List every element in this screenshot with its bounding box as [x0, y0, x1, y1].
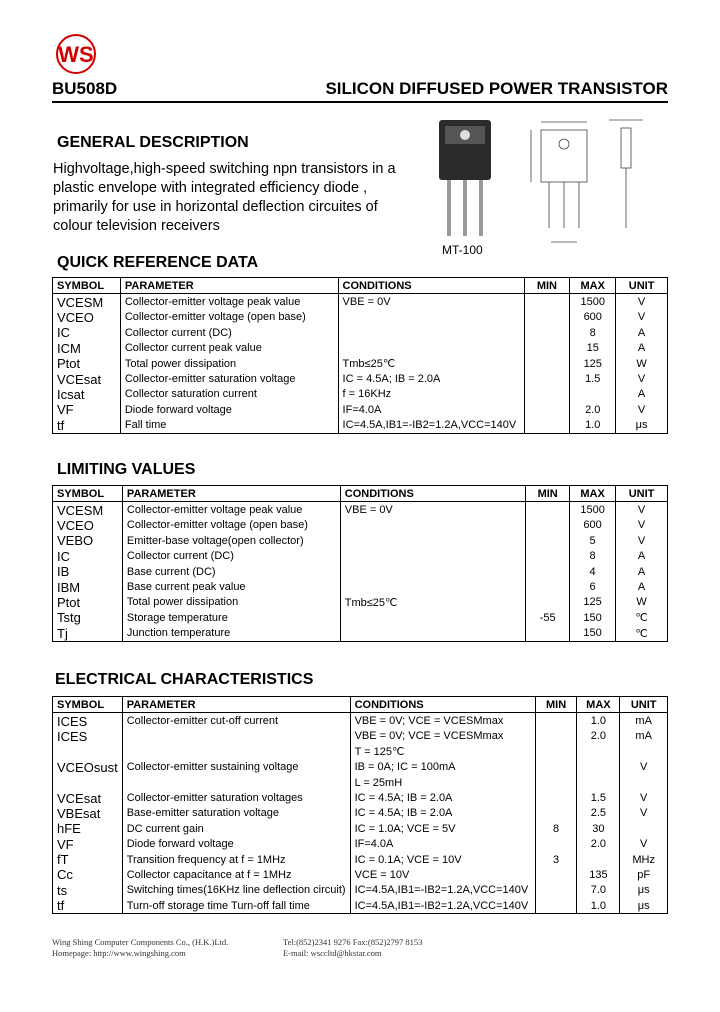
parameter-cell: Emitter-base voltage(open collector) — [122, 533, 340, 548]
table-header-row — [53, 486, 668, 502]
column-header-max: MAX — [570, 278, 616, 294]
symbol-cell: VCEOsust — [53, 760, 123, 775]
conditions-cell: IC = 4.5A; IB = 2.0A — [350, 806, 535, 821]
max-cell: 2.0 — [577, 729, 620, 744]
conditions-cell: Tmb≤25℃ — [340, 595, 525, 610]
symbol-cell: tf — [53, 898, 123, 914]
conditions-cell: IF=4.0A — [350, 837, 535, 852]
symbol-cell: VEBO — [53, 533, 123, 548]
conditions-cell — [338, 341, 524, 356]
min-cell — [524, 418, 570, 434]
column-header-min: MIN — [526, 486, 570, 502]
min-cell — [526, 518, 570, 533]
table-row — [53, 579, 668, 594]
symbol-cell: Tj — [53, 626, 123, 642]
conditions-cell: IC=4.5A,IB1=-IB2=1.2A,VCC=140V — [350, 898, 535, 914]
conditions-cell — [340, 579, 525, 594]
min-cell — [526, 579, 570, 594]
symbol-cell: tf — [53, 418, 121, 434]
min-cell — [524, 310, 570, 325]
parameter-cell: Collector current peak value — [120, 341, 338, 356]
electrical-characteristics-table — [52, 696, 668, 914]
table-row — [53, 418, 668, 434]
table-row — [53, 852, 668, 867]
column-header-parameter: PARAMETER — [122, 486, 340, 502]
conditions-cell — [340, 626, 525, 642]
parameter-cell — [122, 729, 350, 744]
unit-cell: V — [616, 294, 668, 310]
table-header-row — [53, 278, 668, 294]
parameter-cell: Collector-emitter voltage peak value — [122, 502, 340, 518]
general-description-text: Highvoltage,high-speed switching npn transistors in a plastic envelope with integrated efficiency diode , primarily for use in horizontal deflection circuites of colour television receivers — [53, 161, 396, 234]
table-row — [53, 775, 668, 790]
symbol-cell: Cc — [53, 867, 123, 882]
unit-cell: A — [616, 564, 668, 579]
table-row — [53, 325, 668, 340]
table-row — [53, 883, 668, 898]
table-row — [53, 518, 668, 533]
unit-cell: μs — [620, 883, 668, 898]
table-row — [53, 806, 668, 821]
max-cell: 2.5 — [577, 806, 620, 821]
symbol-cell — [53, 775, 123, 790]
symbol-cell: Icsat — [53, 387, 121, 402]
conditions-cell: VCE = 10V — [350, 867, 535, 882]
parameter-cell: Switching times(16KHz line deflection circuit) — [122, 883, 350, 898]
conditions-cell: VBE = 0V — [340, 502, 525, 518]
column-header-max: MAX — [577, 697, 620, 713]
min-cell — [535, 898, 577, 914]
unit-cell: MHz — [620, 852, 668, 867]
quick-reference-table — [52, 277, 668, 434]
symbol-cell: IC — [53, 325, 121, 340]
table-row — [53, 821, 668, 836]
parameter-cell — [122, 744, 350, 759]
unit-cell: ℃ — [616, 610, 668, 625]
table-row — [53, 564, 668, 579]
max-cell: 2.0 — [577, 837, 620, 852]
table-row — [53, 387, 668, 402]
table-row — [53, 595, 668, 610]
max-cell — [577, 744, 620, 759]
table-row — [53, 760, 668, 775]
parameter-cell: Collector-emitter voltage (open base) — [122, 518, 340, 533]
parameter-cell: DC current gain — [122, 821, 350, 836]
package-label: MT-100 — [442, 243, 483, 257]
min-cell — [535, 790, 577, 805]
min-cell — [535, 760, 577, 775]
conditions-cell: L = 25mH — [350, 775, 535, 790]
conditions-cell — [340, 518, 525, 533]
parameter-cell: Total power dissipation — [122, 595, 340, 610]
table-row — [53, 837, 668, 852]
table-row — [53, 402, 668, 417]
table-row — [53, 744, 668, 759]
general-description-heading: GENERAL DESCRIPTION — [57, 134, 249, 151]
conditions-cell — [338, 310, 524, 325]
column-header-conditions: CONDITIONS — [340, 486, 525, 502]
electrical-characteristics-heading: ELECTRICAL CHARACTERISTICS — [55, 671, 314, 688]
max-cell: 1500 — [570, 294, 616, 310]
column-header-parameter: PARAMETER — [120, 278, 338, 294]
table-row — [53, 790, 668, 805]
symbol-cell: VCESM — [53, 294, 121, 310]
max-cell: 125 — [570, 356, 616, 371]
min-cell: 8 — [535, 821, 577, 836]
unit-cell: V — [620, 806, 668, 821]
unit-cell: μs — [616, 418, 668, 434]
parameter-cell: Diode forward voltage — [120, 402, 338, 417]
symbol-cell: VF — [53, 837, 123, 852]
symbol-cell: ICES — [53, 729, 123, 744]
table-row — [53, 356, 668, 371]
max-cell: 4 — [570, 564, 616, 579]
symbol-cell: hFE — [53, 821, 123, 836]
parameter-cell — [122, 775, 350, 790]
unit-cell: V — [616, 533, 668, 548]
table-row — [53, 729, 668, 744]
conditions-cell — [338, 325, 524, 340]
conditions-cell: IB = 0A; IC = 100mA — [350, 760, 535, 775]
min-cell: 3 — [535, 852, 577, 867]
unit-cell: A — [616, 579, 668, 594]
min-cell — [535, 806, 577, 821]
unit-cell — [620, 821, 668, 836]
min-cell — [526, 564, 570, 579]
max-cell: 7.0 — [577, 883, 620, 898]
parameter-cell: Collector-emitter voltage (open base) — [120, 310, 338, 325]
max-cell: 1.5 — [570, 371, 616, 386]
min-cell — [524, 294, 570, 310]
unit-cell: A — [616, 325, 668, 340]
min-cell — [535, 744, 577, 759]
conditions-cell: IC=4.5A,IB1=-IB2=1.2A,VCC=140V — [350, 883, 535, 898]
footer-email[interactable]: E-mail: wsccltd@hkstar.com — [283, 948, 382, 958]
parameter-cell: Collector saturation current — [120, 387, 338, 402]
conditions-cell: IF=4.0A — [338, 402, 524, 417]
max-cell: 5 — [570, 533, 616, 548]
title-rule — [52, 101, 668, 103]
max-cell: 1500 — [570, 502, 616, 518]
unit-cell: V — [616, 371, 668, 386]
unit-cell: pF — [620, 867, 668, 882]
column-header-conditions: CONDITIONS — [338, 278, 524, 294]
parameter-cell: Turn-off storage time Turn-off fall time — [122, 898, 350, 914]
max-cell: 135 — [577, 867, 620, 882]
conditions-cell: IC = 0.1A; VCE = 10V — [350, 852, 535, 867]
symbol-cell: VCEsat — [53, 790, 123, 805]
table-row — [53, 867, 668, 882]
table-row — [53, 502, 668, 518]
unit-cell: V — [620, 760, 668, 775]
conditions-cell: VBE = 0V; VCE = VCESMmax — [350, 713, 535, 729]
min-cell — [526, 549, 570, 564]
unit-cell: V — [616, 518, 668, 533]
parameter-cell: Diode forward voltage — [122, 837, 350, 852]
unit-cell: W — [616, 595, 668, 610]
column-header-unit: UNIT — [616, 278, 668, 294]
max-cell — [577, 760, 620, 775]
symbol-cell: Ptot — [53, 595, 123, 610]
footer-homepage[interactable]: Homepage: http://www.wingshing.com — [52, 948, 186, 958]
conditions-cell: IC = 4.5A; IB = 2.0A — [350, 790, 535, 805]
min-cell — [524, 387, 570, 402]
unit-cell: A — [616, 549, 668, 564]
conditions-cell — [340, 610, 525, 625]
parameter-cell: Transition frequency at f = 1MHz — [122, 852, 350, 867]
parameter-cell: Collector-emitter cut-off current — [122, 713, 350, 729]
min-cell — [535, 867, 577, 882]
table-row — [53, 549, 668, 564]
max-cell: 600 — [570, 518, 616, 533]
symbol-cell: ts — [53, 883, 123, 898]
footer-tel: Tel:(852)2341 9276 Fax:(852)2797 8153 — [283, 937, 423, 947]
max-cell: 125 — [570, 595, 616, 610]
symbol-cell: fT — [53, 852, 123, 867]
parameter-cell: Total power dissipation — [120, 356, 338, 371]
max-cell: 150 — [570, 626, 616, 642]
min-cell — [524, 371, 570, 386]
max-cell: 1.0 — [570, 418, 616, 434]
table-row — [53, 713, 668, 729]
max-cell — [570, 387, 616, 402]
min-cell — [535, 775, 577, 790]
table-row — [53, 898, 668, 914]
parameter-cell: Base current (DC) — [122, 564, 340, 579]
parameter-cell: Collector capacitance at f = 1MHz — [122, 867, 350, 882]
conditions-cell: VBE = 0V — [338, 294, 524, 310]
max-cell: 8 — [570, 549, 616, 564]
symbol-cell: ICM — [53, 341, 121, 356]
column-header-symbol: SYMBOL — [53, 486, 123, 502]
min-cell — [524, 402, 570, 417]
parameter-cell: Storage temperature — [122, 610, 340, 625]
parameter-cell: Junction temperature — [122, 626, 340, 642]
unit-cell: V — [620, 837, 668, 852]
symbol-cell: VF — [53, 402, 121, 417]
table-row — [53, 610, 668, 625]
limiting-values-table — [52, 485, 668, 642]
conditions-cell: IC = 1.0A; VCE = 5V — [350, 821, 535, 836]
symbol-cell: VCEsat — [53, 371, 121, 386]
unit-cell: A — [616, 341, 668, 356]
min-cell — [526, 533, 570, 548]
unit-cell: μs — [620, 898, 668, 914]
min-cell — [535, 713, 577, 729]
column-header-symbol: SYMBOL — [53, 278, 121, 294]
table-row — [53, 310, 668, 325]
symbol-cell: VCEO — [53, 518, 123, 533]
min-cell — [524, 325, 570, 340]
unit-cell: V — [616, 502, 668, 518]
part-number: BU508D — [52, 79, 118, 98]
max-cell: 6 — [570, 579, 616, 594]
max-cell: 15 — [570, 341, 616, 356]
unit-cell: V — [620, 790, 668, 805]
symbol-cell: ICES — [53, 713, 123, 729]
parameter-cell: Fall time — [120, 418, 338, 434]
unit-cell — [620, 775, 668, 790]
table-row — [53, 294, 668, 310]
min-cell: -55 — [526, 610, 570, 625]
min-cell — [535, 729, 577, 744]
min-cell — [535, 883, 577, 898]
conditions-cell: T = 125℃ — [350, 744, 535, 759]
symbol-cell — [53, 744, 123, 759]
footer-company: Wing Shing Computer Components Co., (H.K.)Ltd. — [52, 937, 229, 947]
unit-cell: W — [616, 356, 668, 371]
parameter-cell: Collector-emitter voltage peak value — [120, 294, 338, 310]
column-header-unit: UNIT — [616, 486, 668, 502]
conditions-cell: VBE = 0V; VCE = VCESMmax — [350, 729, 535, 744]
parameter-cell: Base current peak value — [122, 579, 340, 594]
parameter-cell: Base-emitter saturation voltage — [122, 806, 350, 821]
min-cell — [524, 356, 570, 371]
conditions-cell: Tmb≤25℃ — [338, 356, 524, 371]
unit-cell: A — [616, 387, 668, 402]
max-cell: 1.5 — [577, 790, 620, 805]
min-cell — [526, 595, 570, 610]
symbol-cell: VBEsat — [53, 806, 123, 821]
parameter-cell: Collector-emitter saturation voltage — [120, 371, 338, 386]
min-cell — [524, 341, 570, 356]
unit-cell: V — [616, 310, 668, 325]
max-cell — [577, 852, 620, 867]
symbol-cell: IC — [53, 549, 123, 564]
column-header-min: MIN — [535, 697, 577, 713]
column-header-symbol: SYMBOL — [53, 697, 123, 713]
symbol-cell: VCEO — [53, 310, 121, 325]
max-cell: 8 — [570, 325, 616, 340]
table-row — [53, 533, 668, 548]
column-header-unit: UNIT — [620, 697, 668, 713]
min-cell — [526, 502, 570, 518]
symbol-cell: VCESM — [53, 502, 123, 518]
unit-cell: mA — [620, 713, 668, 729]
quick-reference-heading: QUICK REFERENCE DATA — [57, 254, 259, 271]
max-cell: 600 — [570, 310, 616, 325]
parameter-cell: Collector-emitter sustaining voltage — [122, 760, 350, 775]
outline-drawing — [517, 110, 667, 250]
package-image — [435, 118, 495, 238]
symbol-cell: Tstg — [53, 610, 123, 625]
max-cell: 1.0 — [577, 713, 620, 729]
min-cell — [535, 837, 577, 852]
column-header-conditions: CONDITIONS — [350, 697, 535, 713]
table-header-row — [53, 697, 668, 713]
symbol-cell: IBM — [53, 579, 123, 594]
conditions-cell — [340, 564, 525, 579]
unit-cell — [620, 744, 668, 759]
max-cell: 150 — [570, 610, 616, 625]
unit-cell: V — [616, 402, 668, 417]
limiting-values-heading: LIMITING VALUES — [57, 461, 196, 478]
parameter-cell: Collector current (DC) — [122, 549, 340, 564]
max-cell — [577, 775, 620, 790]
min-cell — [526, 626, 570, 642]
parameter-cell: Collector current (DC) — [120, 325, 338, 340]
conditions-cell: f = 16KHz — [338, 387, 524, 402]
conditions-cell — [340, 549, 525, 564]
max-cell: 2.0 — [570, 402, 616, 417]
conditions-cell — [340, 533, 525, 548]
table-row — [53, 371, 668, 386]
symbol-cell: Ptot — [53, 356, 121, 371]
table-row — [53, 341, 668, 356]
column-header-max: MAX — [570, 486, 616, 502]
symbol-cell: IB — [53, 564, 123, 579]
column-header-parameter: PARAMETER — [122, 697, 350, 713]
logo-text: WS — [58, 42, 94, 67]
max-cell: 30 — [577, 821, 620, 836]
max-cell: 1.0 — [577, 898, 620, 914]
table-row — [53, 626, 668, 642]
document-title: SILICON DIFFUSED POWER TRANSISTOR — [325, 79, 668, 98]
unit-cell: mA — [620, 729, 668, 744]
conditions-cell: IC=4.5A,IB1=-IB2=1.2A,VCC=140V — [338, 418, 524, 434]
company-logo — [50, 33, 102, 75]
column-header-min: MIN — [524, 278, 570, 294]
unit-cell: ℃ — [616, 626, 668, 642]
parameter-cell: Collector-emitter saturation voltages — [122, 790, 350, 805]
conditions-cell: IC = 4.5A; IB = 2.0A — [338, 371, 524, 386]
